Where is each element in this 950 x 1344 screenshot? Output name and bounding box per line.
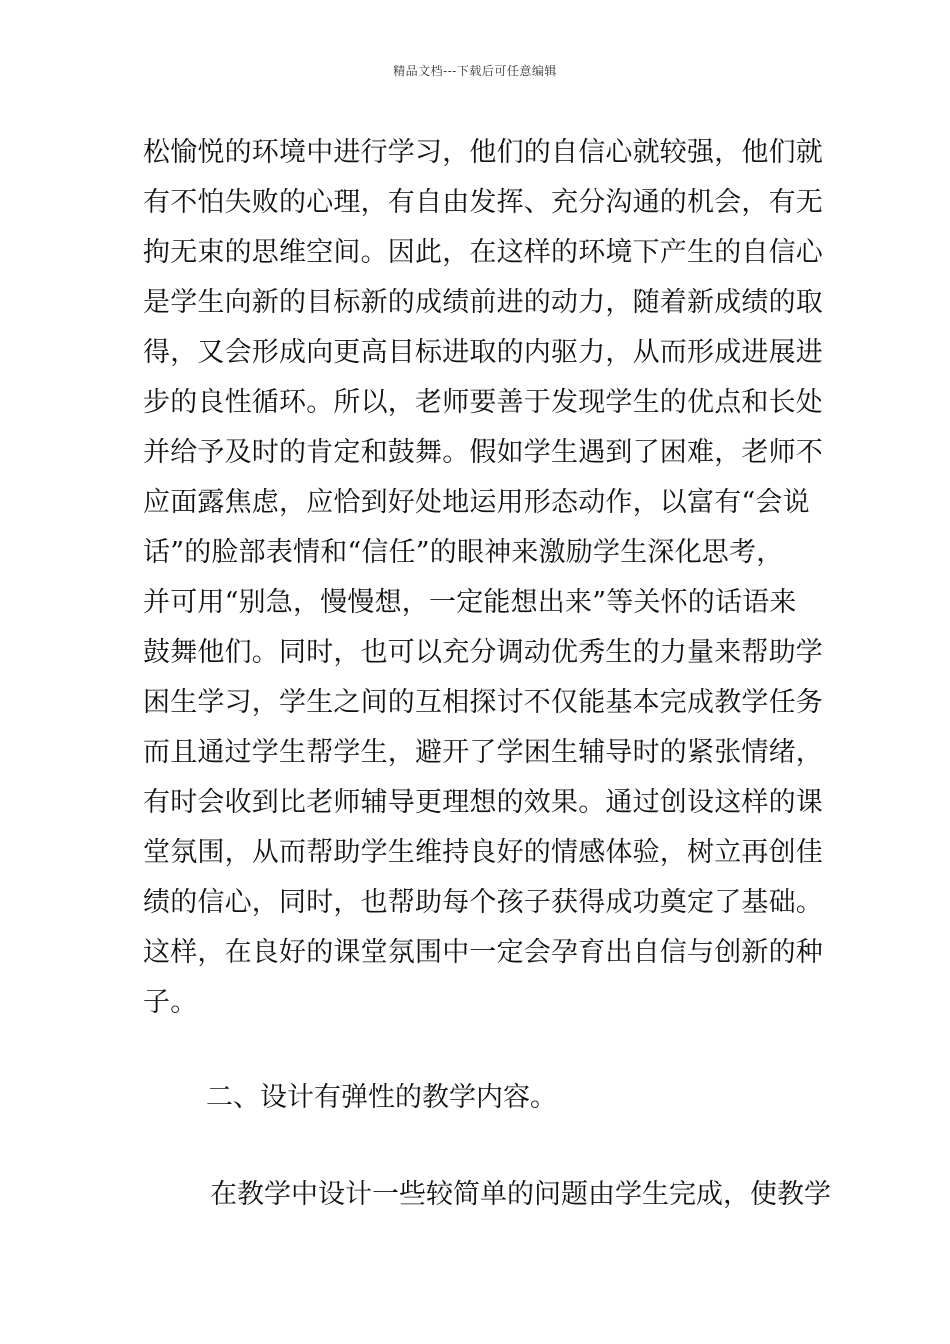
paragraph-line: 有不怕失败的心理，有自由发挥、充分沟通的机会，有无 xyxy=(143,187,823,218)
paragraph-line: 子。 xyxy=(143,987,198,1018)
paragraph-line: 绩的信心，同时，也帮助每个孩子获得成功奠定了基础。 xyxy=(143,887,823,918)
paragraph-line: 话”的脸部表情和“信任”的眼神来激励学生深化思考， xyxy=(143,537,784,568)
paragraph-line: 是学生向新的目标新的成绩前进的动力，随着新成绩的取 xyxy=(143,287,823,318)
page-header: 精品文档---下载后可任意编辑 xyxy=(393,64,557,78)
paragraph-line: 得，又会形成向更高目标进取的内驱力，从而形成进展进 xyxy=(143,337,823,368)
paragraph-line: 步的良性循环。所以，老师要善于发现学生的优点和长处 xyxy=(143,387,823,418)
paragraph-line: 有时会收到比老师辅导更理想的效果。通过创设这样的课 xyxy=(143,787,823,818)
paragraph-line: 并给予及时的肯定和鼓舞。假如学生遇到了困难，老师不 xyxy=(143,437,823,468)
body-paragraph xyxy=(143,128,823,1028)
section-paragraph-first-line: 在教学中设计一些较简单的问题由学生完成，使教学 xyxy=(210,1179,831,1210)
paragraph-line: 堂氛围，从而帮助学生维持良好的情感体验，树立再创佳 xyxy=(143,837,823,868)
paragraph-line: 鼓舞他们。同时，也可以充分调动优秀生的力量来帮助学 xyxy=(143,637,823,668)
section-heading: 二、设计有弹性的教学内容。 xyxy=(206,1082,557,1113)
paragraph-line: 困生学习，学生之间的互相探讨不仅能基本完成教学任务 xyxy=(143,687,823,718)
paragraph-line: 并可用“别急，慢慢想，一定能想出来”等关怀的话语来 xyxy=(143,587,797,618)
paragraph-line: 拘无束的思维空间。因此，在这样的环境下产生的自信心 xyxy=(143,237,823,268)
paragraph-line: 而且通过学生帮学生，避开了学困生辅导时的紧张情绪， xyxy=(143,737,823,768)
paragraph-line: 松愉悦的环境中进行学习，他们的自信心就较强，他们就 xyxy=(143,137,823,168)
paragraph-line: 这样，在良好的课堂氛围中一定会孕育出自信与创新的种 xyxy=(143,937,823,968)
paragraph-line: 应面露焦虑，应恰到好处地运用形态动作，以富有“会说 xyxy=(143,487,810,518)
